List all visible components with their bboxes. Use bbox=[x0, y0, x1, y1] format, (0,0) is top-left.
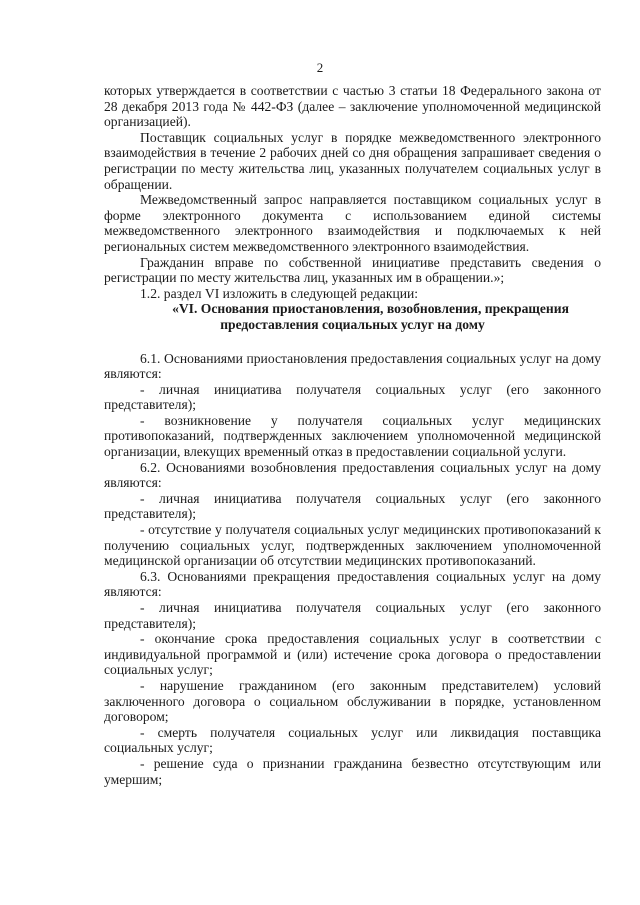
paragraph: которых утверждается в соответствии с частью 3 статьи 18 Федерального закона от 28 декабря 2013 года № 442-ФЗ (далее – заключение уполномоченной медицинской организацией). bbox=[104, 83, 601, 130]
page-number: 2 bbox=[316, 60, 324, 75]
section-heading-line-1: «VI. Основания приостановления, возобновления, прекращения bbox=[172, 301, 569, 317]
paragraph: Гражданин вправе по собственной инициативе представить сведения о регистрации по месту жительства лиц, указанных им в обращении.»; bbox=[104, 254, 601, 286]
list-item: - решение суда о признании гражданина безвестно отсутствующим или умершим; bbox=[104, 755, 601, 787]
clause-6-3: 6.3. Основаниями прекращения предоставления социальных услуг на дому являются: bbox=[104, 568, 601, 600]
list-item: - нарушение гражданином (его законным представителем) условий заключенного договора о социальном обслуживании в порядке, установленном договором; bbox=[104, 677, 601, 725]
document-body bbox=[104, 83, 601, 787]
list-item: - возникновение у получателя социальных услуг медицинских противопоказаний, подтвержденных заключением уполномоченной медицинской организации, влекущих временный отказ в предоставлении социальной услуги. bbox=[104, 412, 601, 460]
paragraph: Межведомственный запрос направляется поставщиком социальных услуг в форме электронного документа с использованием единой системы межведомственного электронного взаимодействия и подключаемых к ней региональных систем межведомственного электронного взаимодействия. bbox=[104, 192, 601, 254]
section-heading-line-2: предоставления социальных услуг на дому bbox=[220, 316, 485, 332]
paragraphs-main bbox=[104, 351, 601, 788]
list-item: - отсутствие у получателя социальных услуг медицинских противопоказаний к получению социальных услуг, подтвержденных заключением уполномоченной медицинской организации об отсутствии медицинских противопоказаний. bbox=[104, 522, 601, 569]
paragraph: 1.2. раздел VI изложить в следующей редакции: bbox=[140, 285, 419, 301]
paragraph: Поставщик социальных услуг в порядке межведомственного электронного взаимодействия в течение 2 рабочих дней со дня обращения запрашивает сведения о регистрации по месту жительства лиц, указанных получателем социальных услуг в обращении. bbox=[104, 129, 601, 192]
spacer bbox=[104, 333, 601, 351]
list-item: - личная инициатива получателя социальных услуг (его законного представителя); bbox=[104, 490, 601, 522]
list-item: - смерть получателя социальных услуг или ликвидация поставщика социальных услуг; bbox=[104, 724, 601, 756]
list-item: - личная инициатива получателя социальных услуг (его законного представителя); bbox=[104, 381, 601, 413]
clause-6-2: 6.2. Основаниями возобновления предоставления социальных услуг на дому являются: bbox=[104, 459, 601, 491]
section-heading bbox=[104, 301, 601, 332]
list-item: - окончание срока предоставления социальных услуг в соответствии с индивидуальной программой и (или) истечение срока договора о предоставлении социальных услуг; bbox=[104, 631, 601, 678]
list-item: - личная инициатива получателя социальных услуг (его законного представителя); bbox=[104, 600, 601, 631]
clause-6-1: 6.1. Основаниями приостановления предоставления социальных услуг на дому являются: bbox=[104, 350, 601, 382]
paragraphs-top bbox=[104, 83, 601, 301]
